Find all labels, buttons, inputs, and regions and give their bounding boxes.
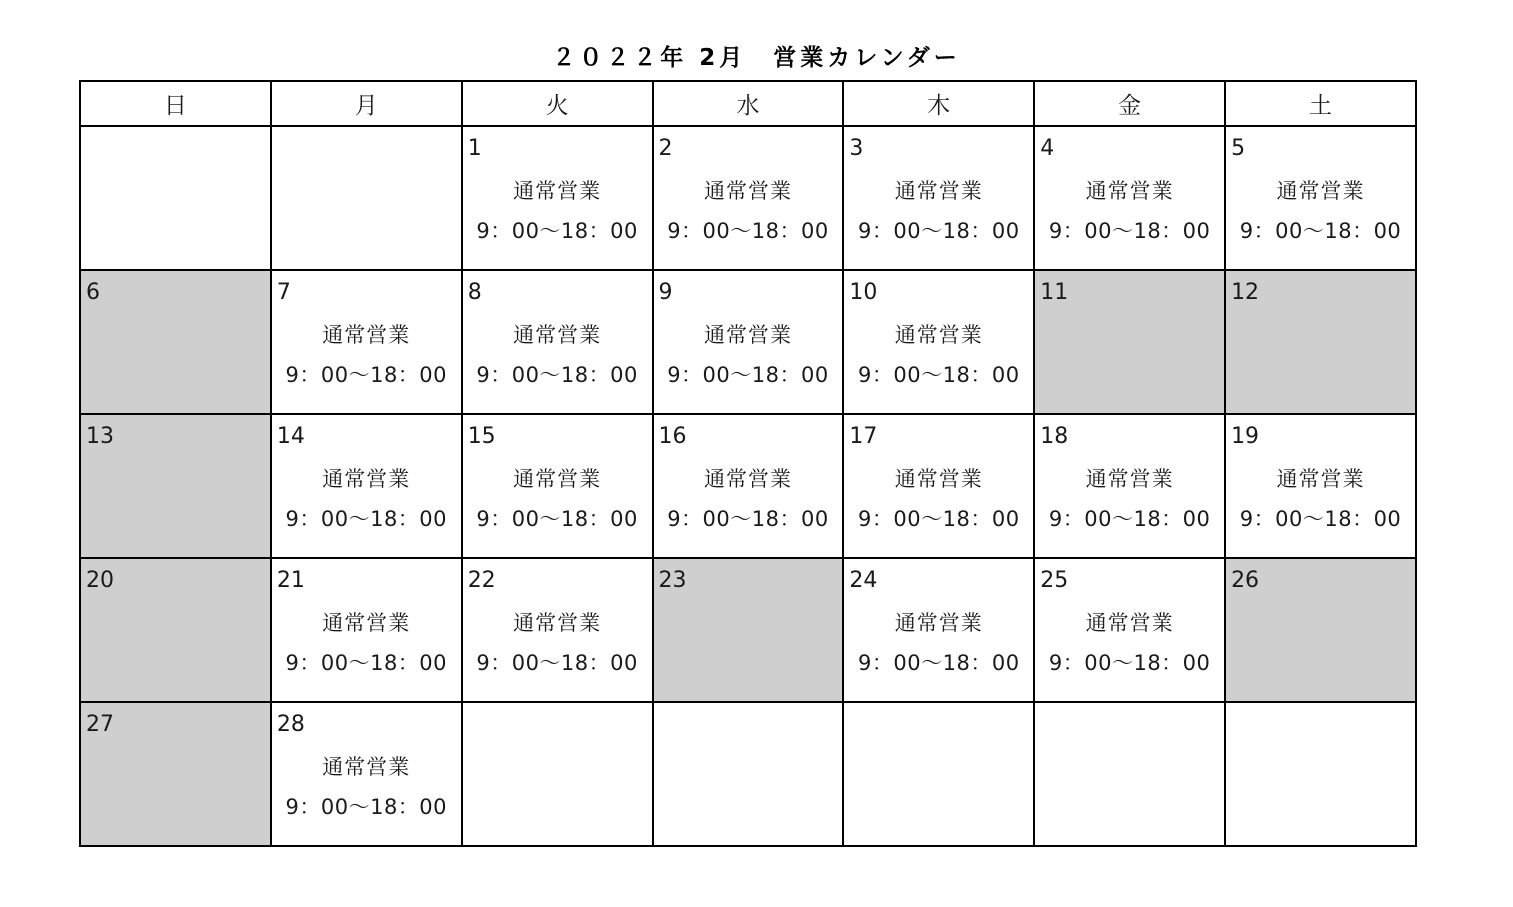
business-status: 通常営業 <box>1085 467 1174 491</box>
business-hours: 9：00〜18：00 <box>667 219 829 243</box>
day-number: 26 <box>1231 568 1260 593</box>
business-status: 通常営業 <box>894 323 983 347</box>
day-cell <box>843 126 1034 270</box>
day-number: 16 <box>658 424 687 449</box>
day-cell <box>653 126 844 270</box>
empty-cell <box>462 702 653 846</box>
closed-day-cell <box>80 702 271 846</box>
day-number: 10 <box>849 280 878 305</box>
business-hours: 9：00〜18：00 <box>285 507 448 531</box>
week-row <box>80 414 1416 558</box>
closed-day-cell <box>80 270 271 414</box>
closed-day-cell <box>1225 270 1416 414</box>
day-number: 17 <box>849 424 878 449</box>
business-hours: 9：00〜18：00 <box>476 219 638 243</box>
business-status: 通常営業 <box>1276 179 1365 203</box>
day-number: 4 <box>1040 136 1055 161</box>
day-number: 15 <box>467 424 496 449</box>
empty-cell <box>80 126 271 270</box>
closed-day-cell <box>1034 270 1225 414</box>
closed-day-cell <box>653 558 844 702</box>
day-number: 1 <box>467 136 482 161</box>
business-hours: 9：00〜18：00 <box>1048 507 1211 531</box>
day-number: 3 <box>849 136 864 161</box>
week-row <box>80 270 1416 414</box>
day-cell <box>1034 414 1225 558</box>
day-number: 6 <box>86 280 100 305</box>
day-cell <box>843 270 1034 414</box>
business-status: 通常営業 <box>1085 611 1174 635</box>
weekday-header-thu: 木 <box>843 81 1034 126</box>
day-cell <box>271 702 462 846</box>
week-row <box>80 126 1416 270</box>
day-number: 7 <box>276 280 291 305</box>
day-number: 8 <box>467 280 482 305</box>
weekday-header-fri: 金 <box>1034 81 1225 126</box>
empty-cell <box>1034 702 1225 846</box>
day-cell <box>271 414 462 558</box>
day-number: 25 <box>1040 568 1069 593</box>
business-hours: 9：00〜18：00 <box>285 795 448 819</box>
business-status: 通常営業 <box>703 467 792 491</box>
day-number: 21 <box>276 568 305 593</box>
day-cell <box>271 558 462 702</box>
empty-cell <box>271 126 462 270</box>
day-number: 5 <box>1231 136 1246 161</box>
day-cell <box>1225 126 1416 270</box>
business-hours: 9：00〜18：00 <box>1048 651 1211 675</box>
business-hours: 9：00〜18：00 <box>858 363 1020 387</box>
business-status: 通常営業 <box>513 467 602 491</box>
day-cell <box>1034 126 1225 270</box>
business-hours: 9：00〜18：00 <box>858 219 1020 243</box>
business-status: 通常営業 <box>703 323 792 347</box>
business-status: 通常営業 <box>1085 179 1174 203</box>
day-cell <box>271 270 462 414</box>
business-status: 通常営業 <box>513 611 602 635</box>
weekday-header-sun: 日 <box>80 81 271 126</box>
day-number: 13 <box>86 424 114 449</box>
day-number: 22 <box>467 568 496 593</box>
week-row <box>80 702 1416 846</box>
business-status: 通常営業 <box>894 611 983 635</box>
business-status: 通常営業 <box>322 611 411 635</box>
empty-cell <box>1225 702 1416 846</box>
day-cell <box>653 414 844 558</box>
business-hours: 9：00〜18：00 <box>858 651 1020 675</box>
business-status: 通常営業 <box>513 179 602 203</box>
business-status: 通常営業 <box>322 755 411 779</box>
weekday-header-row <box>80 81 1416 126</box>
business-status: 通常営業 <box>703 179 792 203</box>
day-cell <box>1225 414 1416 558</box>
day-cell <box>462 558 653 702</box>
weekday-header-tue: 火 <box>462 81 653 126</box>
business-hours: 9：00〜18：00 <box>1239 507 1402 531</box>
business-hours: 9：00〜18：00 <box>858 507 1020 531</box>
day-cell <box>843 558 1034 702</box>
empty-cell <box>843 702 1034 846</box>
business-hours: 9：00〜18：00 <box>667 507 829 531</box>
business-status: 通常営業 <box>894 467 983 491</box>
day-number: 24 <box>849 568 878 593</box>
day-number: 20 <box>86 568 114 593</box>
empty-cell <box>653 702 844 846</box>
day-cell <box>462 126 653 270</box>
week-row <box>80 558 1416 702</box>
business-hours: 9：00〜18：00 <box>476 507 638 531</box>
weekday-header-mon: 月 <box>271 81 462 126</box>
day-number: 19 <box>1231 424 1260 449</box>
business-hours: 9：00〜18：00 <box>476 651 638 675</box>
day-number: 14 <box>276 424 305 449</box>
day-number: 2 <box>658 136 673 161</box>
business-status: 通常営業 <box>513 323 602 347</box>
day-number: 11 <box>1040 280 1069 305</box>
calendar-title: ２０２２年 2月 営業カレンダー <box>552 45 961 71</box>
business-status: 通常営業 <box>894 179 983 203</box>
closed-day-cell <box>80 558 271 702</box>
day-number: 9 <box>658 280 673 305</box>
business-status: 通常営業 <box>1276 467 1365 491</box>
business-hours: 9：00〜18：00 <box>285 363 448 387</box>
weekday-header-sat: 土 <box>1225 81 1416 126</box>
day-number: 18 <box>1040 424 1069 449</box>
day-cell <box>462 270 653 414</box>
business-hours: 9：00〜18：00 <box>1239 219 1402 243</box>
business-hours: 9：00〜18：00 <box>1048 219 1211 243</box>
closed-day-cell <box>1225 558 1416 702</box>
business-hours: 9：00〜18：00 <box>285 651 448 675</box>
day-cell <box>843 414 1034 558</box>
business-hours: 9：00〜18：00 <box>667 363 829 387</box>
day-number: 23 <box>658 568 687 593</box>
day-cell <box>462 414 653 558</box>
business-calendar <box>79 80 1417 847</box>
business-hours: 9：00〜18：00 <box>476 363 638 387</box>
day-number: 28 <box>276 712 305 737</box>
day-number: 27 <box>86 712 114 737</box>
weekday-header-wed: 水 <box>653 81 844 126</box>
business-status: 通常営業 <box>322 467 411 491</box>
closed-day-cell <box>80 414 271 558</box>
day-number: 12 <box>1231 280 1260 305</box>
day-cell <box>1034 558 1225 702</box>
business-status: 通常営業 <box>322 323 411 347</box>
day-cell <box>653 270 844 414</box>
